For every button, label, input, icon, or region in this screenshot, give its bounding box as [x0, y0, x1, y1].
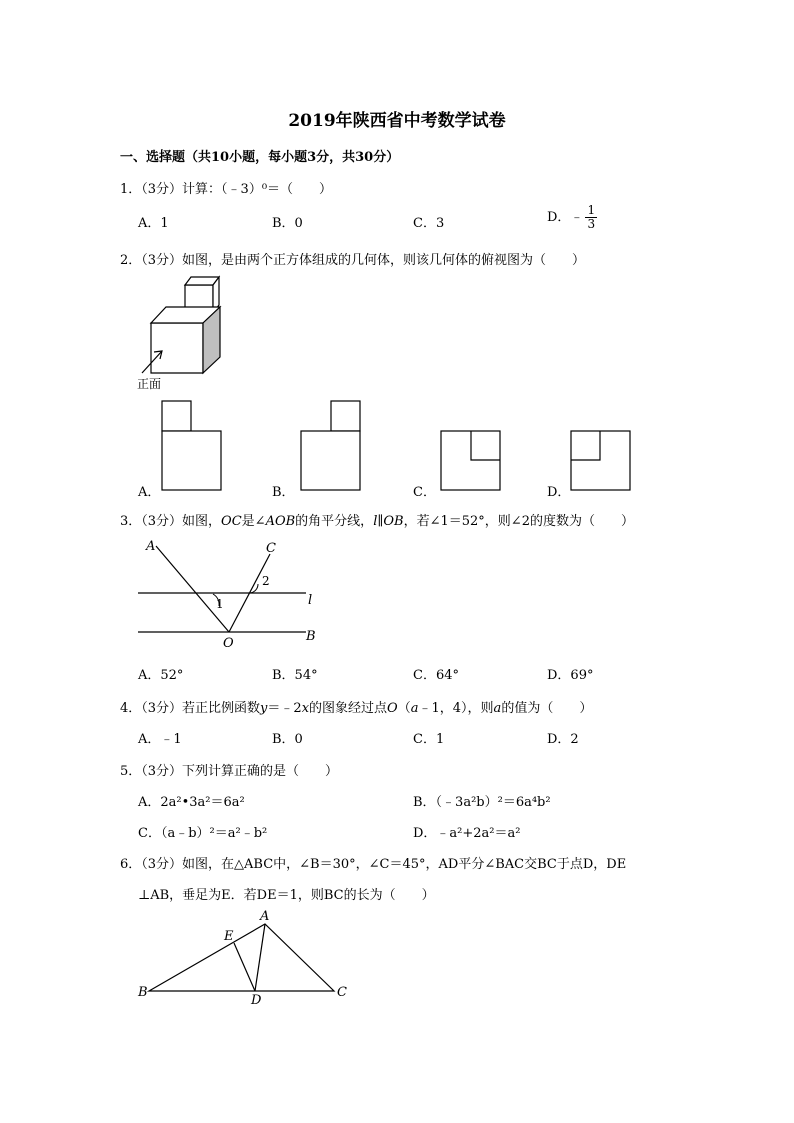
question-3-figure [136, 538, 326, 653]
question-1-option-d [547, 204, 597, 231]
question-6-stem-line-2: ⊥AB，垂足为E．若DE＝1，则BC的长为（ ） [138, 888, 435, 903]
q4-var-o: O [387, 701, 398, 716]
question-2-stem: 2．（3分）如图，是由两个正方体组成的几何体，则该几何体的俯视图为（ ） [120, 253, 586, 268]
question-2-option-a: A． [138, 485, 161, 500]
q4-stem-part: ＝﹣2 [267, 701, 302, 716]
question-5-option-b: B．（﹣3a²b）²＝6a⁴b² [413, 795, 551, 810]
question-4-option-a: A．﹣1 [138, 732, 182, 747]
question-5-option-d: D．﹣a²+2a²＝a² [413, 826, 521, 841]
question-4-option-b: B．0 [272, 732, 303, 747]
label-l: l [308, 593, 313, 608]
label-e: E [224, 929, 234, 944]
q4-var-a: a [410, 701, 419, 716]
question-4-stem [120, 697, 592, 716]
question-2-option-b: B． [272, 485, 295, 500]
question-2-option-d-figure [570, 430, 634, 494]
label-d: D [251, 993, 262, 1008]
q4-stem-part: 的值为（ ） [501, 701, 593, 716]
question-3-option-c: C．64° [413, 668, 459, 683]
question-1-option-d-prefix: D．﹣ [547, 210, 584, 225]
question-3-option-a: A．52° [138, 668, 184, 683]
fraction-denominator: 3 [587, 217, 596, 231]
q4-var-y: y [260, 701, 268, 716]
q3-var-aob: AOB [265, 514, 296, 529]
question-5-stem: 5．（3分）下列计算正确的是（ ） [120, 764, 339, 779]
q4-stem-part: 4．（3分）若正比例函数 [120, 701, 261, 716]
question-6-figure [136, 908, 356, 1008]
q4-var-x: x [301, 701, 310, 716]
q4-var-a: a [493, 701, 502, 716]
label-a: A [146, 539, 156, 554]
q4-stem-part: （ [397, 701, 411, 716]
q3-var-ob: OB [383, 514, 404, 529]
label-a: A [260, 909, 270, 924]
q3-var-oc: OC [221, 514, 242, 529]
q3-stem-part: ，若∠1＝52°，则∠2的度数为（ ） [403, 514, 634, 529]
q3-stem-part: 是∠ [241, 514, 266, 529]
question-3-option-b: B．54° [272, 668, 318, 683]
q3-stem-part: 的角平分线， [295, 514, 374, 529]
label-angle-2: 2 [262, 574, 270, 588]
question-2-option-d: D． [547, 485, 571, 500]
q4-stem-part: 的图象经过点 [309, 701, 388, 716]
question-3-option-d: D．69° [547, 668, 594, 683]
q4-stem-part: ﹣1，4），则 [418, 701, 494, 716]
question-1-stem: 1．（3分）计算：（﹣3）⁰＝（ ） [120, 182, 333, 197]
label-angle-1: 1 [216, 597, 224, 611]
question-1-option-b: B．0 [272, 216, 303, 231]
q3-var-l: l [373, 514, 378, 529]
question-5-option-a: A．2a²•3a²＝6a² [138, 795, 245, 810]
question-2-option-c-figure [440, 430, 504, 494]
fraction [585, 204, 597, 231]
question-1-option-a: A．1 [138, 216, 169, 231]
question-2-option-a-figure [160, 400, 224, 492]
question-2-option-c: C． [413, 485, 436, 500]
label-b: B [138, 985, 148, 1000]
question-5-option-c: C．（a﹣b）²＝a²﹣b² [138, 826, 268, 841]
section-heading: 一、选择题（共10小题，每小题3分，共30分） [120, 150, 400, 165]
q3-stem-part: ∥ [377, 514, 384, 529]
question-3-stem [120, 510, 634, 529]
fraction-numerator: 1 [587, 203, 596, 217]
question-4-option-d: D．2 [547, 732, 579, 747]
page-title: 2019年陕西省中考数学试卷 [288, 111, 506, 131]
question-4-option-c: C．1 [413, 732, 445, 747]
label-b: B [306, 629, 316, 644]
q3-stem-part: 3．（3分）如图， [120, 514, 222, 529]
question-1-option-c: C．3 [413, 216, 445, 231]
label-o: O [223, 636, 234, 651]
question-6-stem-line-1: 6．（3分）如图，在△ABC中，∠B＝30°，∠C＝45°，AD平分∠BAC交BC于点D，DE [120, 857, 627, 872]
question-2-option-b-figure [300, 400, 364, 492]
label-c: C [266, 541, 276, 556]
label-c: C [337, 985, 347, 1000]
front-view-label: 正面 [137, 377, 162, 391]
